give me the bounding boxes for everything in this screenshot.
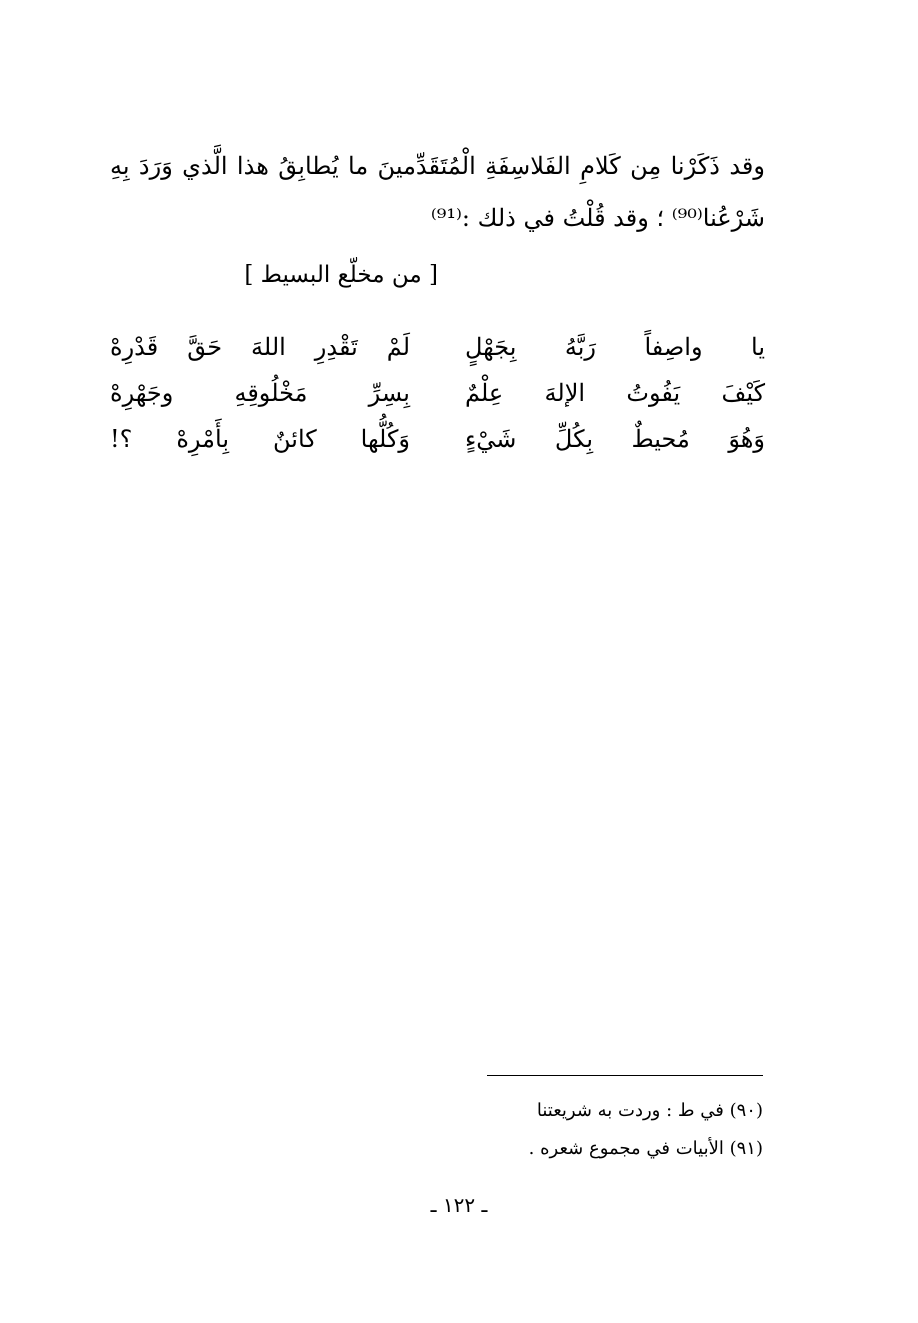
body-paragraph: وقد ذَكَرْنا مِن كَلامِ الفَلاسِفَةِ الْمُتَقَدِّمينَ ما يُطابِقُ هذا الَّذي وَرَدَ بِهِ شَرْعُنا⁽⁹⁰⁾ ؛ وقد قُلْتُ في ذلك :⁽⁹¹⁾ [110,152,765,232]
footnote-text: في ط : وردت به شريعتنا [536,1100,724,1121]
footnote-separator [487,1075,763,1076]
verse-3-second-hemistich: وَكُلُّها كائنٌ بِأَمْرِهْ ؟! [110,425,410,453]
verse-1 [110,324,765,370]
meter-label: [ من مخلّع البسيط ] [244,262,438,288]
verse-1-second-hemistich: لَمْ تَقْدِرِ اللهَ حَقَّ قَدْرِهْ [110,333,410,361]
footnote-marker: (٩٠) [729,1100,763,1121]
page-number: ـ ١٢٢ ـ [430,1193,488,1217]
verse-1-first-hemistich: يا واصِفاً رَبَّهُ بِجَهْلٍ [465,333,765,361]
verse-2-second-hemistich: بِسِرِّ مَخْلُوقِهِ وجَهْرِهْ [110,379,410,407]
footnote-text: الأبيات في مجموع شعره . [528,1138,724,1159]
footnotes [529,1092,763,1168]
verse-3-first-hemistich: وَهُوَ مُحيطٌ بِكُلِّ شَيْءٍ [465,425,765,453]
footnote-marker: (٩١) [729,1138,763,1159]
verse-2 [110,370,765,416]
poem [110,324,765,462]
footnote-90 [529,1092,763,1130]
footnote-91 [529,1130,763,1168]
verse-2-first-hemistich: كَيْفَ يَفُوتُ الإلهَ عِلْمٌ [465,379,765,407]
verse-3 [110,416,765,462]
